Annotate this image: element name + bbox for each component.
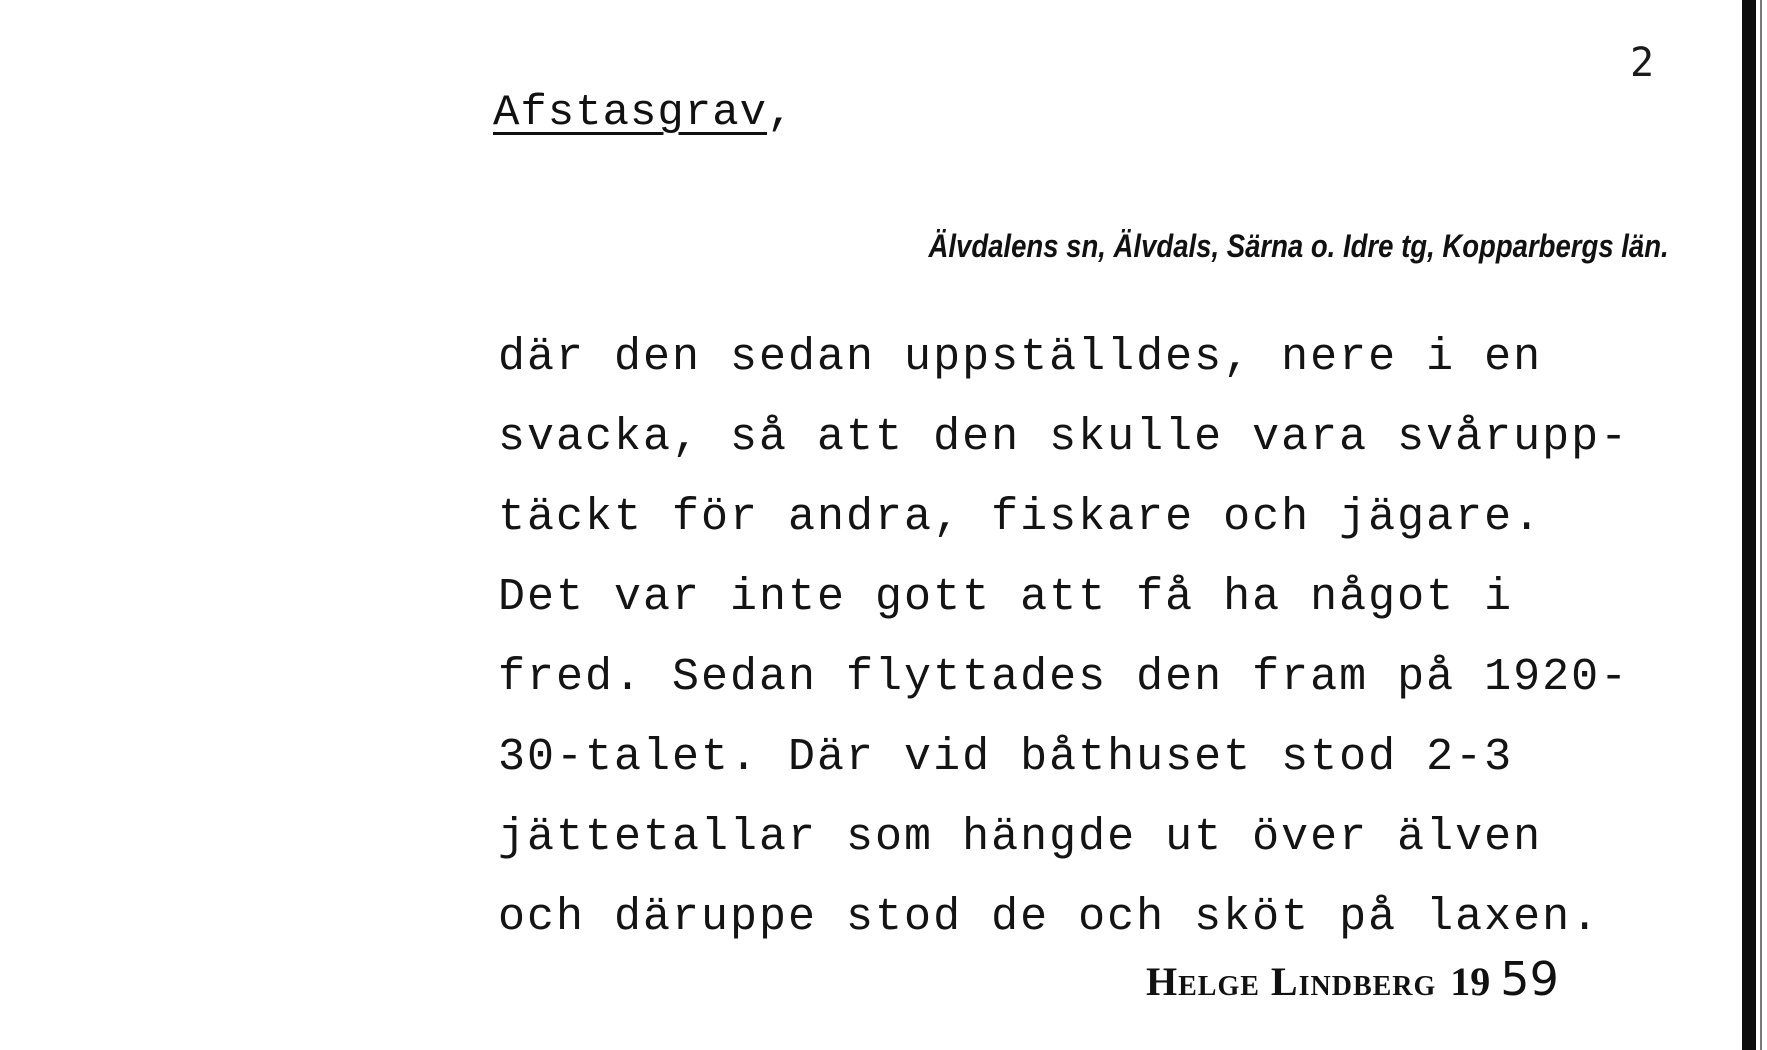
body-line-5: fred. Sedan flyttades den fram på 1920- (498, 652, 1630, 703)
card-edge-shadow (1760, 0, 1762, 1050)
headword-text: Afstasgrav (493, 88, 768, 138)
page-number: 2 (1630, 40, 1655, 86)
body-line-8: och däruppe stod de och sköt på laxen. (498, 892, 1601, 943)
headword-punctuation: , (767, 88, 795, 138)
body-line-2: svacka, så att den skulle vara svårupp- (498, 412, 1630, 463)
collector-name: Helge Lindberg (1146, 959, 1437, 1004)
year-suffix: 59 (1500, 952, 1559, 1006)
body-line-7: jättetallar som hängde ut över älven (498, 812, 1543, 863)
location-stamp: Älvdalens sn, Älvdals, Särna o. Idre tg, Kopparbergs län. (928, 228, 1669, 264)
body-line-1: där den sedan uppställdes, nere i en (498, 332, 1543, 383)
card-edge-border (1742, 0, 1756, 1050)
headword (493, 88, 794, 138)
body-line-3: täckt för andra, fiskare och jägare. (498, 492, 1543, 543)
body-line-4: Det var inte gott att få ha något i (498, 572, 1514, 623)
card-body (498, 318, 1629, 958)
year-prefix: 19 (1450, 959, 1491, 1004)
body-line-6: 30-talet. Där vid båthuset stod 2-3 (498, 732, 1514, 783)
collector-signature (1146, 952, 1559, 1006)
